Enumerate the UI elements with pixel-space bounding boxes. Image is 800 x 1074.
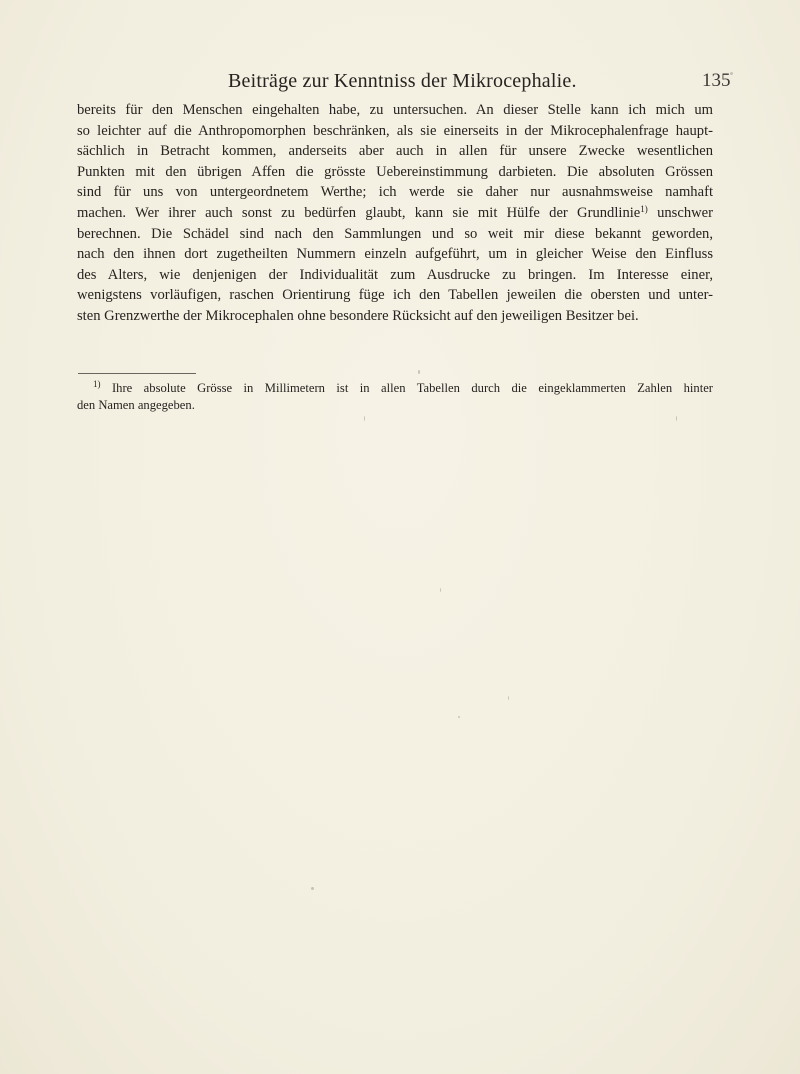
text-line	[77, 121, 713, 142]
running-title: Beiträge zur Kenntniss der Mikrocephalie.	[228, 70, 577, 92]
paper-speck	[418, 370, 420, 374]
paper-speck	[311, 887, 314, 890]
paper-speck	[458, 716, 460, 718]
footnote-text: den Namen angegeben.	[77, 398, 195, 412]
footnote-line	[77, 397, 713, 414]
text-line	[77, 100, 713, 121]
text-line-content: berechnen. Die Schädel sind nach den Sammlungen und so weit mir diese bekannt geworden,	[77, 225, 713, 242]
paper-speck	[730, 72, 733, 75]
paper-speck	[676, 416, 677, 421]
text-line	[77, 182, 713, 203]
paper-speck	[440, 588, 441, 592]
text-line-content: bereits für den Menschen eingehalten habe, zu untersuchen. An dieser Stelle kann ich mich um	[77, 102, 713, 118]
text-line-content: unschwer	[647, 204, 713, 221]
text-line	[77, 306, 713, 327]
footnote-divider	[78, 373, 196, 374]
text-line-content: Punkten mit den übrigen Affen die grösste Uebereinstimmung darbieten. Die absoluten Grössen	[77, 163, 713, 180]
footnote-reference: 1)	[640, 203, 648, 214]
text-line	[77, 203, 713, 224]
text-line-content: sten Grenzwerthe der Mikrocephalen ohne besondere Rücksicht auf den jeweiligen Besitzer bei.	[77, 307, 639, 324]
text-line	[77, 265, 713, 286]
text-line	[77, 224, 713, 245]
footnote-text: Ihre absolute Grösse in Millimetern ist in allen Tabellen durch die eingeklammerten Zahlen hinter	[100, 381, 713, 395]
text-line	[77, 244, 713, 265]
text-line-content: sind für uns von untergeordnetem Werthe; ich werde sie daher nur ausnahmsweise namhaft	[77, 184, 713, 201]
footnote	[77, 380, 713, 414]
text-line-content: wenigstens vorläufigen, raschen Orientirung füge ich den Tabellen jeweilen die obersten und unter-	[77, 287, 713, 304]
text-line-content: sächlich in Betracht kommen, anderseits aber auch in allen für unsere Zwecke wesentlichen	[77, 143, 713, 160]
text-line-content: machen. Wer ihrer auch sonst zu bedürfen glaubt, kann sie mit Hülfe der Grundlinie	[77, 204, 641, 221]
page-number: 135	[702, 70, 731, 91]
paper-speck	[508, 696, 509, 700]
running-head	[0, 70, 800, 98]
text-line-content: des Alters, wie denjenigen der Individualität zum Ausdrucke zu bringen. Im Interesse einer,	[77, 266, 713, 283]
footnote-line	[77, 380, 713, 397]
footnote-marker: 1)	[93, 379, 101, 389]
text-line-content: so leichter auf die Anthropomorphen beschränken, als sie einerseits in der Mikrocephalenfrage haupt-	[77, 122, 713, 139]
paper-speck	[364, 416, 365, 421]
text-line-content: nach den ihnen dort zugetheilten Nummern einzeln aufgeführt, um in gleicher Weise den Einfluss	[77, 246, 713, 263]
body-paragraph	[77, 100, 713, 327]
text-line	[77, 162, 713, 183]
text-line	[77, 285, 713, 306]
text-line	[77, 141, 713, 162]
